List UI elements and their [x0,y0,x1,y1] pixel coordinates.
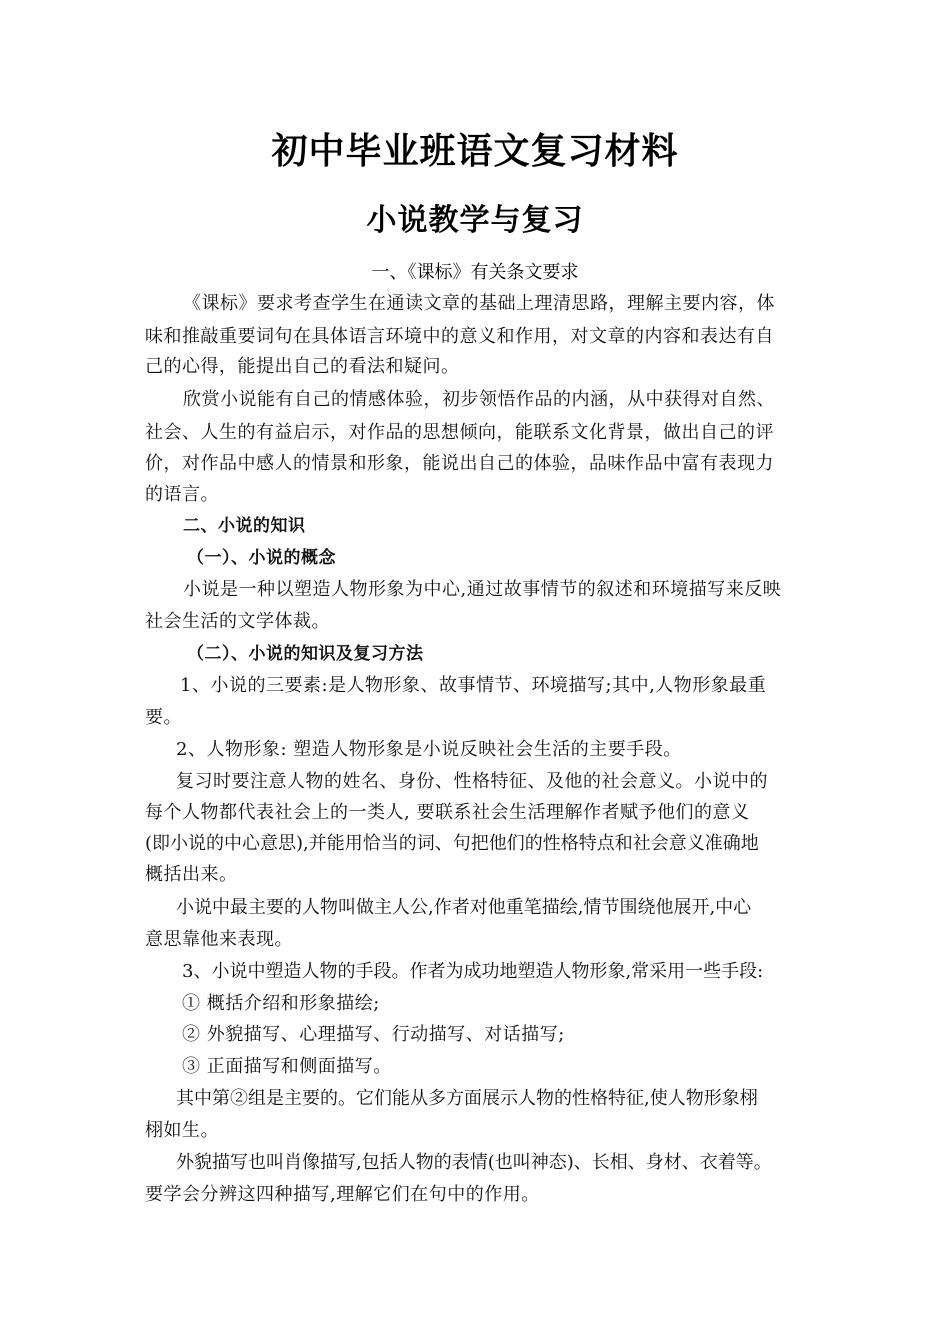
paragraph-7-line: 小说中最主要的人物叫做主人公,作者对他重笔描绘,情节围绕他展开,中心 [176,897,752,918]
paragraph-10-line: 要学会分辨这四种描写,理解它们在句中的作用。 [145,1184,540,1205]
subsection-1-heading: （一）、小说的概念 [187,548,336,568]
subsection-2-heading: （二）、小说的知识及复习方法 [187,644,424,664]
paragraph-2-line: 价，对作品中感人的情景和形象，能说出自己的体验，品味作品中富有表现力 [145,453,774,474]
paragraph-3-line: 小说是一种以塑造人物形象为中心,通过故事情节的叙述和环境描写来反映 [183,579,782,600]
section-2-heading: 二、小说的知识 [183,516,306,536]
paragraph-3-line: 社会生活的文学体裁。 [145,611,330,632]
document-title: 初中毕业班语文复习材料 [271,131,679,172]
paragraph-2-line: 欣赏小说能有自己的情感体验，初步领悟作品的内涵，从中获得对自然、 [183,389,775,410]
list-item: ③ 正面描写和侧面描写。 [182,1056,392,1077]
paragraph-6-line: (即小说的中心意思),并能用恰当的词、句把他们的性格特点和社会意义准确地 [145,833,759,854]
paragraph-8: 3、小说中塑造人物的手段。作者为成功地塑造人物形象,常采用一些手段: [182,961,764,982]
paragraph-7-line: 意思靠他来表现。 [145,929,293,950]
paragraph-1-line: 《课标》要求考查学生在通读文章的基础上理清思路，理解主要内容，体 [183,293,775,314]
paragraph-1-line: 己的心得，能提出自己的看法和疑问。 [145,356,460,377]
section-1-heading: 一、《课标》有关条文要求 [371,262,579,283]
paragraph-6-line: 复习时要注意人物的姓名、身份、性格特征、及他的社会意义。小说中的 [176,771,768,792]
paragraph-9-line: 其中第②组是主要的。它们能从多方面展示人物的性格特征,使人物形象栩 [176,1088,758,1109]
paragraph-4-line: 1、小说的三要素:是人物形象、故事情节、环境描写;其中,人物形象最重 [180,675,767,696]
paragraph-6-line: 每个人物都代表社会上的一类人, 要联系社会生活理解作者赋予他们的意义 [145,802,750,823]
paragraph-6-line: 概括出来。 [145,864,238,885]
document-subtitle: 小说教学与复习 [366,203,584,238]
paragraph-5: 2、人物形象: 塑造人物形象是小说反映社会生活的主要手段。 [176,739,682,760]
paragraph-2-line: 的语言。 [145,484,219,505]
paragraph-4-line: 要。 [145,707,182,728]
list-item: ② 外貌描写、心理描写、行动描写、对话描写; [182,1024,565,1045]
list-item: ① 概括介绍和形象描绘; [182,993,380,1014]
paragraph-10-line: 外貌描写也叫肖像描写,包括人物的表情(也叫神态)、长相、身材、衣着等。 [176,1152,772,1173]
paragraph-2-line: 社会、人生的有益启示，对作品的思想倾向，能联系文化背景，做出自己的评 [145,422,774,443]
paragraph-1-line: 味和推敲重要词句在具体语言环境中的意义和作用，对文章的内容和表达有自 [145,326,774,347]
paragraph-9-line: 栩如生。 [145,1120,219,1141]
